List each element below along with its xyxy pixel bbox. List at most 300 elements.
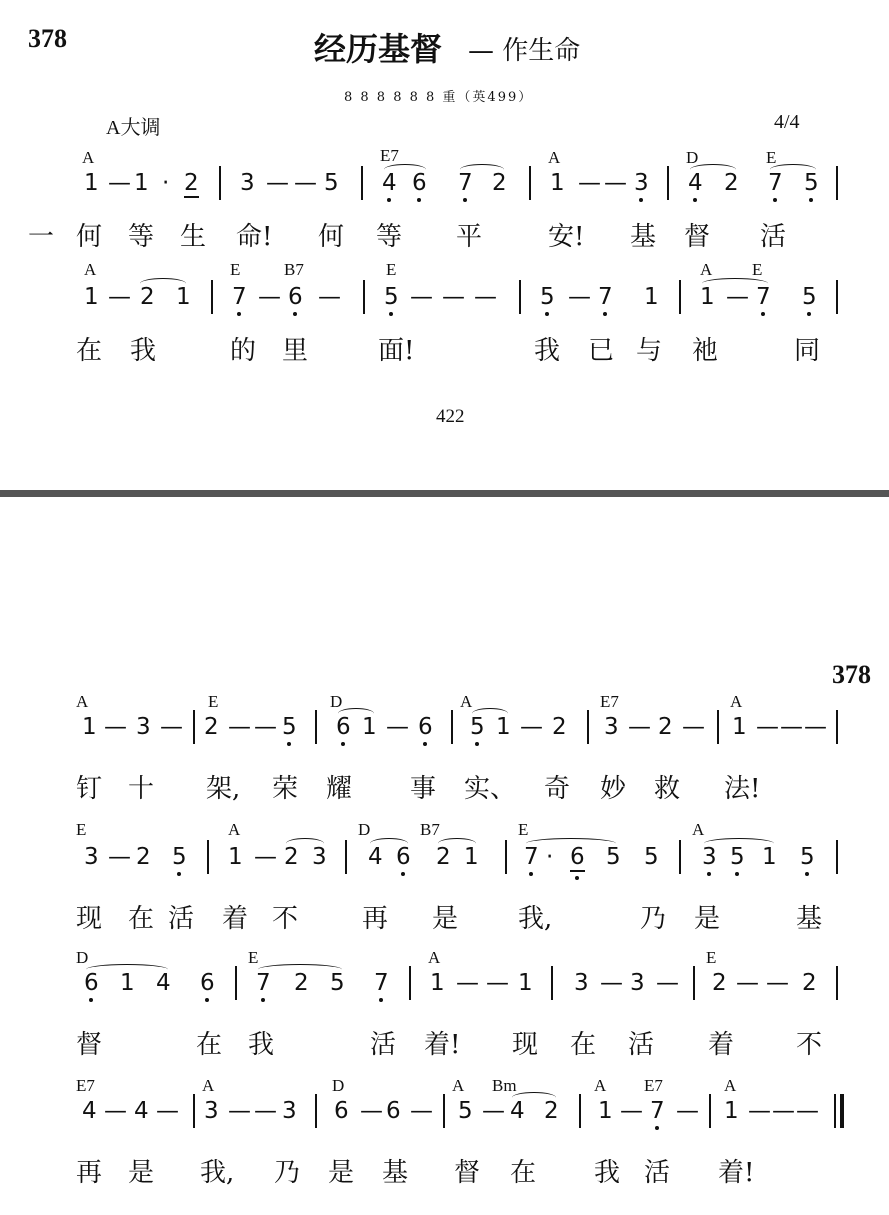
low-dot [379, 998, 383, 1002]
note: — [796, 1098, 819, 1124]
low-dot [545, 312, 549, 316]
note: 1 [82, 714, 97, 740]
lyric: 事 [410, 774, 437, 804]
low-dot [639, 198, 643, 202]
note: 5 [802, 284, 817, 310]
low-dot [805, 872, 809, 876]
note: 1 [134, 170, 149, 196]
low-dot [261, 998, 265, 1002]
note: 6 [336, 714, 351, 740]
note: 7 [458, 170, 473, 196]
low-dot [575, 876, 579, 880]
note: — [620, 1098, 643, 1124]
note: 7 [524, 844, 539, 870]
chord: E [752, 260, 763, 279]
chord: D [330, 692, 343, 711]
lyric: 着! [718, 1158, 755, 1188]
note: 7 [232, 284, 247, 310]
chord: A [82, 148, 95, 167]
note: 4 [368, 844, 383, 870]
lyric: 实、 [464, 774, 517, 804]
barline [529, 166, 531, 200]
note: 1 [598, 1098, 613, 1124]
note: — [156, 1098, 179, 1124]
lyric: 等 [376, 222, 403, 252]
note: 3 [702, 844, 717, 870]
lyric: 里 [282, 336, 309, 366]
note: 1 [84, 284, 99, 310]
note: 6 [412, 170, 427, 196]
chord: E7 [644, 1076, 663, 1095]
note: 5 [324, 170, 339, 196]
barline [315, 710, 317, 744]
meter-line: 8 8 8 8 8 8 重（英499） [344, 90, 534, 105]
note: — [474, 284, 497, 310]
lyric: 何 [318, 222, 345, 252]
note: 2 [544, 1098, 559, 1124]
note: 1 [176, 284, 191, 310]
note: 4 [82, 1098, 97, 1124]
barline [667, 166, 669, 200]
chord: A [594, 1076, 607, 1095]
barline [551, 966, 553, 1000]
note: 6 [396, 844, 411, 870]
note: 6 [418, 714, 433, 740]
note: — [410, 1098, 433, 1124]
chord: E [208, 692, 219, 711]
lyric: 活 [644, 1158, 671, 1188]
lyric: 安! [548, 222, 585, 252]
barline [193, 710, 195, 744]
lyric: 已 [588, 336, 615, 366]
note: 4 [382, 170, 397, 196]
chord: E7 [380, 146, 399, 165]
underline [184, 196, 199, 198]
note: — [726, 284, 749, 310]
lyric: 十 [128, 774, 155, 804]
slur [338, 708, 374, 719]
note: — [772, 1098, 795, 1124]
lyric: 乃 [274, 1158, 301, 1188]
chord: A [692, 820, 705, 839]
note: 2 [284, 844, 299, 870]
note: 1 [762, 844, 777, 870]
slur [370, 838, 408, 849]
lyric: 妙 [600, 774, 627, 804]
page-number: 422 [436, 406, 465, 427]
lyric: 同 [794, 336, 821, 366]
note: — [600, 970, 623, 996]
chord: B7 [284, 260, 304, 279]
note: — [108, 844, 131, 870]
note: 3 [282, 1098, 297, 1124]
note: 4 [688, 170, 703, 196]
chord: A [700, 260, 713, 279]
note: — [482, 1098, 505, 1124]
chord: Bm [492, 1076, 517, 1095]
note: — [294, 170, 317, 196]
low-dot [387, 198, 391, 202]
slur [438, 838, 476, 849]
barline [679, 280, 681, 314]
chord: A [730, 692, 743, 711]
low-dot [205, 998, 209, 1002]
lyric: 在 [128, 904, 155, 934]
note: 5 [282, 714, 297, 740]
hymn-number: 378 [28, 24, 67, 53]
note: 3 [312, 844, 327, 870]
note: — [748, 1098, 771, 1124]
note: 7 [374, 970, 389, 996]
note: 7 [598, 284, 613, 310]
note: — [766, 970, 789, 996]
note: 7 [756, 284, 771, 310]
barline [207, 840, 209, 874]
barline [443, 1094, 445, 1128]
note: 3 [240, 170, 255, 196]
lyric: 平 [456, 222, 483, 252]
barline [505, 840, 507, 874]
key-signature: A大调 [106, 117, 161, 139]
barline [211, 280, 213, 314]
lyric: 再 [76, 1158, 103, 1188]
note: 3 [574, 970, 589, 996]
note: 2 [552, 714, 567, 740]
lyric: 是 [694, 904, 721, 934]
note: — [804, 714, 827, 740]
note: 7 [650, 1098, 665, 1124]
low-dot [655, 1126, 659, 1130]
note: 1 [732, 714, 747, 740]
barline [679, 840, 681, 874]
note: — [628, 714, 651, 740]
lyric: 钉 [76, 774, 103, 804]
barline [219, 166, 221, 200]
lyric: 再 [362, 904, 389, 934]
note: 2 [802, 970, 817, 996]
note: 3 [604, 714, 619, 740]
note: 2 [724, 170, 739, 196]
note: — [228, 714, 251, 740]
slur [286, 838, 324, 849]
note: — [108, 284, 131, 310]
low-dot [389, 312, 393, 316]
chord: E [518, 820, 529, 839]
note: 1 [496, 714, 511, 740]
note: — [318, 284, 341, 310]
low-dot [475, 742, 479, 746]
chord: E7 [600, 692, 619, 711]
lyric: 在 [510, 1158, 537, 1188]
barline [693, 966, 695, 1000]
low-dot [463, 198, 467, 202]
final-barline [834, 1094, 836, 1128]
note: 1 [84, 170, 99, 196]
note: 5 [384, 284, 399, 310]
chord: A [452, 1076, 465, 1095]
lyric: 我 [248, 1030, 275, 1060]
low-dot [707, 872, 711, 876]
hymn-subtitle: — 作生命 [468, 36, 581, 66]
lyric: 我 [534, 336, 561, 366]
note: 5 [330, 970, 345, 996]
lyric: 督 [454, 1158, 481, 1188]
low-dot [693, 198, 697, 202]
note: 7 [256, 970, 271, 996]
chord: A [548, 148, 561, 167]
low-dot [401, 872, 405, 876]
chord: E7 [76, 1076, 95, 1095]
note: 2 [140, 284, 155, 310]
slur [702, 278, 768, 289]
chord: D [686, 148, 699, 167]
lyric: 是 [432, 904, 459, 934]
note: — [160, 714, 183, 740]
note: · [546, 844, 554, 870]
note: 5 [470, 714, 485, 740]
barline [836, 966, 838, 1000]
lyric: 现 [512, 1030, 539, 1060]
low-dot [735, 872, 739, 876]
note: 3 [84, 844, 99, 870]
lyric: 架, [206, 774, 241, 804]
note: — [442, 284, 465, 310]
note: — [410, 284, 433, 310]
low-dot [177, 872, 181, 876]
note: — [108, 170, 131, 196]
low-dot [341, 742, 345, 746]
note: — [604, 170, 627, 196]
note: — [360, 1098, 383, 1124]
chord: D [76, 948, 89, 967]
note: 6 [570, 844, 585, 870]
low-dot [761, 312, 765, 316]
note: — [258, 284, 281, 310]
note: — [486, 970, 509, 996]
lyric: 着 [708, 1030, 735, 1060]
lyric: 活 [628, 1030, 655, 1060]
time-signature: 4/4 [774, 111, 800, 133]
lyric: 我 [594, 1158, 621, 1188]
slur [258, 964, 342, 975]
slur [384, 164, 426, 175]
barline [451, 710, 453, 744]
barline [587, 710, 589, 744]
barline [836, 166, 838, 200]
note: — [780, 714, 803, 740]
chord: A [460, 692, 473, 711]
chord: D [332, 1076, 345, 1095]
barline [315, 1094, 317, 1128]
chord: E [76, 820, 87, 839]
note: 4 [510, 1098, 525, 1124]
note: 5 [804, 170, 819, 196]
note: — [254, 714, 277, 740]
note: 1 [464, 844, 479, 870]
note: 1 [724, 1098, 739, 1124]
underline [570, 870, 585, 872]
note: 2 [184, 170, 199, 196]
note: — [254, 844, 277, 870]
lyric: 现 [76, 904, 103, 934]
note: · [162, 170, 170, 196]
lyric: 何 [76, 222, 103, 252]
note: — [676, 1098, 699, 1124]
lyric: 基 [630, 222, 657, 252]
note: 7 [768, 170, 783, 196]
note: — [386, 714, 409, 740]
note: 6 [334, 1098, 349, 1124]
note: 4 [156, 970, 171, 996]
slur [86, 964, 168, 975]
note: 1 [362, 714, 377, 740]
note: 5 [606, 844, 621, 870]
lyric: 督 [76, 1030, 103, 1060]
lyric: 基 [382, 1158, 409, 1188]
lyric: 不 [272, 904, 299, 934]
low-dot [423, 742, 427, 746]
slur [460, 164, 504, 175]
note: 6 [288, 284, 303, 310]
note: 1 [700, 284, 715, 310]
barline [235, 966, 237, 1000]
slur [526, 838, 616, 849]
lyric: 督 [684, 222, 711, 252]
barline [579, 1094, 581, 1128]
slur [140, 278, 186, 289]
note: 1 [430, 970, 445, 996]
note: 5 [172, 844, 187, 870]
note: — [568, 284, 591, 310]
note: — [578, 170, 601, 196]
lyric: 是 [328, 1158, 355, 1188]
chord: E [230, 260, 241, 279]
page-divider [0, 490, 889, 497]
note: 2 [658, 714, 673, 740]
lyric: 乃 [640, 904, 667, 934]
barline [193, 1094, 195, 1128]
lyric: 奇 [544, 774, 571, 804]
lyric: 一 [28, 222, 55, 252]
lyric: 在 [196, 1030, 223, 1060]
note: — [266, 170, 289, 196]
note: — [736, 970, 759, 996]
lyric: 在 [570, 1030, 597, 1060]
low-dot [529, 872, 533, 876]
barline [836, 280, 838, 314]
note: 1 [228, 844, 243, 870]
lyric: 与 [636, 336, 663, 366]
chord: A [76, 692, 89, 711]
chord: B7 [420, 820, 440, 839]
lyric: 我, [200, 1158, 235, 1188]
lyric: 我, [518, 904, 553, 934]
note: 2 [492, 170, 507, 196]
lyric: 命! [236, 222, 273, 252]
lyric: 荣 [272, 774, 299, 804]
final-barline-thick [840, 1094, 844, 1128]
barline [836, 710, 838, 744]
note: 6 [386, 1098, 401, 1124]
note: — [254, 1098, 277, 1124]
note: — [656, 970, 679, 996]
barline [519, 280, 521, 314]
note: 1 [644, 284, 659, 310]
slur [770, 164, 816, 175]
barline [363, 280, 365, 314]
note: 5 [458, 1098, 473, 1124]
chord: E [706, 948, 717, 967]
lyric: 救 [654, 774, 681, 804]
barline [361, 166, 363, 200]
note: 2 [436, 844, 451, 870]
lyric: 在 [76, 336, 103, 366]
note: — [228, 1098, 251, 1124]
lyric: 法! [724, 774, 761, 804]
lyric: 基 [796, 904, 823, 934]
low-dot [773, 198, 777, 202]
hymn-title: 经历基督 [314, 30, 443, 68]
low-dot [809, 198, 813, 202]
lyric: 活 [760, 222, 787, 252]
chord: A [724, 1076, 737, 1095]
low-dot [89, 998, 93, 1002]
note: — [682, 714, 705, 740]
chord: A [84, 260, 97, 279]
chord: A [228, 820, 241, 839]
slur [472, 708, 508, 719]
lyric: 活 [168, 904, 195, 934]
low-dot [807, 312, 811, 316]
note: — [104, 1098, 127, 1124]
lyric: 不 [796, 1030, 823, 1060]
barline [409, 966, 411, 1000]
low-dot [293, 312, 297, 316]
note: 3 [204, 1098, 219, 1124]
note: 2 [136, 844, 151, 870]
note: 3 [136, 714, 151, 740]
lyric: 耀 [326, 774, 353, 804]
lyric: 我 [130, 336, 157, 366]
note: 3 [634, 170, 649, 196]
note: 1 [550, 170, 565, 196]
note: 6 [200, 970, 215, 996]
barline [836, 840, 838, 874]
note: 6 [84, 970, 99, 996]
note: 5 [644, 844, 659, 870]
slur [690, 164, 736, 175]
hymn-number-bottom: 378 [832, 660, 871, 689]
note: 2 [204, 714, 219, 740]
chord: A [428, 948, 441, 967]
note: 2 [712, 970, 727, 996]
slur [512, 1092, 556, 1103]
note: 1 [518, 970, 533, 996]
lyric: 是 [128, 1158, 155, 1188]
chord: E [386, 260, 397, 279]
low-dot [237, 312, 241, 316]
barline [709, 1094, 711, 1128]
slur [704, 838, 774, 849]
note: 4 [134, 1098, 149, 1124]
barline [345, 840, 347, 874]
chord: A [202, 1076, 215, 1095]
note: 1 [120, 970, 135, 996]
low-dot [417, 198, 421, 202]
lyric: 活 [370, 1030, 397, 1060]
lyric: 面! [378, 336, 415, 366]
note: — [456, 970, 479, 996]
